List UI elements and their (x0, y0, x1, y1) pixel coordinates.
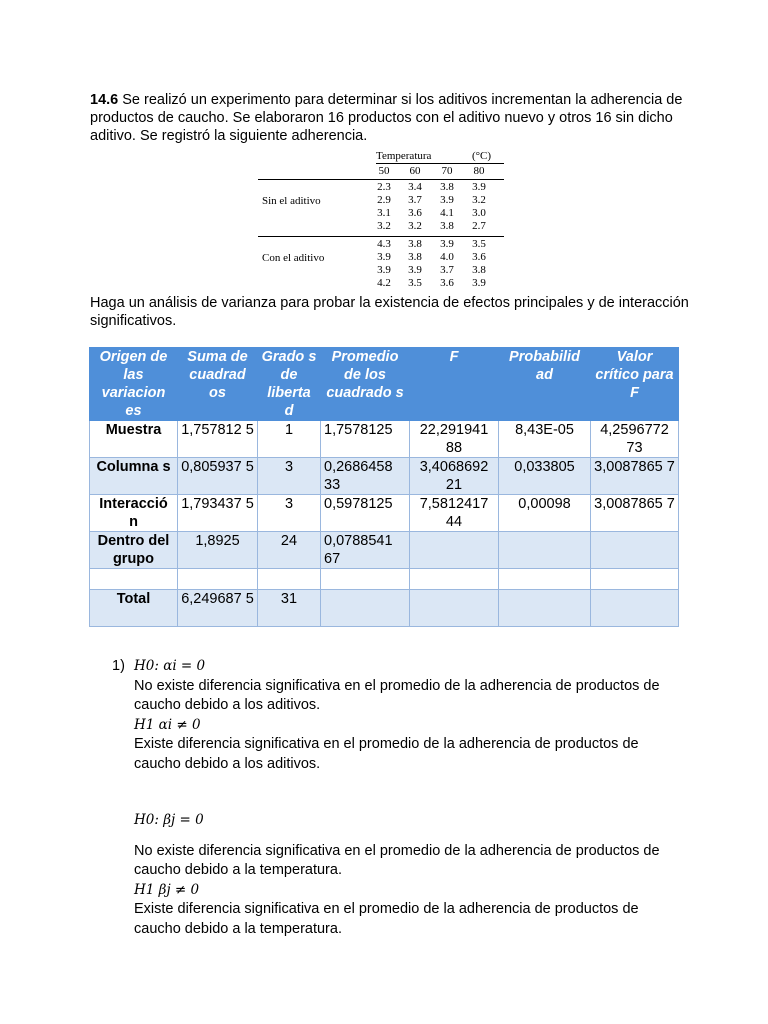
table-cell: 3,4068692 21 (410, 458, 499, 495)
hypothesis-number: 1) (112, 658, 125, 674)
data-cell: 3.8 (440, 220, 454, 232)
table-cell (591, 590, 679, 627)
problem-number: 14.6 (90, 92, 119, 108)
data-cell: 3.8 (440, 181, 454, 193)
h0-beta-text: No existe diferencia significativa en el promedio de la adherencia de productos de caucho debido a la temperatura. (134, 842, 660, 878)
data-cell: 3.9 (472, 277, 486, 289)
table-row (90, 590, 679, 627)
data-cell: 4.0 (440, 251, 454, 263)
row-label: Interacció n (90, 495, 178, 532)
table-cell (591, 569, 679, 590)
table-cell: 0,0788541 67 (321, 532, 410, 569)
data-cell: 3.7 (408, 194, 422, 206)
table-cell (499, 532, 591, 569)
table-cell (321, 590, 410, 627)
h1-alpha: H1 αi ≠ 0 (134, 716, 201, 733)
data-cell: 2.7 (472, 220, 486, 232)
problem-text: Se realizó un experimento para determinar si los aditivos incrementan la adherencia de productos de caucho. Se elaboraron 16 productos con el aditivo nuevo y otros 16 sin dicho aditivo. Se registró la siguiente adherencia. (90, 92, 683, 144)
row-label: Dentro del grupo (90, 532, 178, 569)
data-cell: 4.2 (377, 277, 391, 289)
anova-header-5: Probabilid ad (499, 348, 591, 421)
data-cell: 3.9 (377, 264, 391, 276)
data-cell: 3.5 (472, 238, 486, 250)
data-cell: 3.5 (408, 277, 422, 289)
data-cell: 2.3 (377, 181, 391, 193)
table-row (90, 458, 679, 495)
row-label (90, 569, 178, 590)
anova-header-3: Promedio de los cuadrado s (321, 348, 410, 421)
column-header: 60 (409, 165, 421, 177)
h1-beta-text: Existe diferencia significativa en el promedio de la adherencia de productos de caucho debido a la temperatura. (134, 901, 639, 937)
data-cell: 3.2 (472, 194, 486, 206)
table-cell: 0,033805 (499, 458, 591, 495)
data-cell: 3.8 (408, 251, 422, 263)
table-cell: 6,249687 5 (178, 590, 258, 627)
data-cell: 3.9 (408, 264, 422, 276)
table-cell: 3 (258, 458, 321, 495)
group-rule (258, 236, 504, 237)
group-label: Sin el aditivo (262, 195, 321, 207)
anova-header-4: F (410, 348, 499, 421)
anova-header-1: Suma de cuadrad os (178, 348, 258, 421)
data-cell: 3.6 (440, 277, 454, 289)
columns-rule (258, 179, 504, 180)
table-row (90, 532, 679, 569)
data-cell: 2.9 (377, 194, 391, 206)
table-cell (410, 569, 499, 590)
table-row (90, 421, 679, 458)
table-row (90, 569, 679, 590)
data-cell: 3.6 (472, 251, 486, 263)
table-cell: 1,7578125 (321, 421, 410, 458)
table-cell: 0,00098 (499, 495, 591, 532)
table-cell: 22,291941 88 (410, 421, 499, 458)
table-cell: 1,8925 (178, 532, 258, 569)
column-header: 80 (473, 165, 485, 177)
table-cell: 1,793437 5 (178, 495, 258, 532)
anova-header-2: Grado s de liberta d (258, 348, 321, 421)
h0-alpha-text: No existe diferencia significativa en el promedio de la adherencia de productos de caucho debido a los aditivos. (134, 677, 660, 713)
data-cell: 4.3 (377, 238, 391, 250)
table-cell (591, 532, 679, 569)
temperature-unit: (°C) (472, 150, 492, 162)
table-row (90, 495, 679, 532)
data-cell: 3.0 (472, 207, 486, 219)
data-cell: 3.2 (377, 220, 391, 232)
row-label: Muestra (90, 421, 178, 458)
table-cell: 3,0087865 7 (591, 495, 679, 532)
table-cell (410, 590, 499, 627)
column-header: 50 (378, 165, 390, 177)
data-cell: 3.9 (377, 251, 391, 263)
data-cell: 3.2 (408, 220, 422, 232)
table-cell: 24 (258, 532, 321, 569)
h1-beta: H1 βj ≠ 0 (134, 881, 200, 898)
column-header: 70 (441, 165, 453, 177)
data-cell: 3.6 (408, 207, 422, 219)
table-cell (499, 590, 591, 627)
data-cell: 3.1 (377, 207, 391, 219)
table-cell: 8,43E-05 (499, 421, 591, 458)
h0-beta: H0: βj = 0 (134, 812, 204, 828)
row-label: Columna s (90, 458, 178, 495)
hypotheses-section (112, 657, 672, 939)
anova-header-6: Valor crítico para F (591, 348, 679, 421)
group-label: Con el aditivo (262, 252, 325, 264)
table-cell: 4,2596772 73 (591, 421, 679, 458)
table-cell (258, 569, 321, 590)
h1-alpha-text: Existe diferencia significativa en el promedio de la adherencia de productos de caucho debido a los aditivos. (134, 736, 639, 772)
temperature-label: Temperatura (376, 150, 432, 162)
data-cell: 3.9 (472, 181, 486, 193)
data-cell: 3.9 (440, 194, 454, 206)
data-cell: 3.4 (408, 181, 422, 193)
data-cell: 4.1 (440, 207, 454, 219)
table-cell: 31 (258, 590, 321, 627)
anova-table (89, 347, 679, 627)
table-cell: 3 (258, 495, 321, 532)
row-label: Total (90, 590, 178, 627)
problem-statement (90, 91, 690, 145)
table-cell (410, 532, 499, 569)
data-cell: 3.9 (440, 238, 454, 250)
anova-header-0: Origen de las variacion es (90, 348, 178, 421)
table-cell: 0,2686458 33 (321, 458, 410, 495)
table-cell: 0,5978125 (321, 495, 410, 532)
table-cell: 7,5812417 44 (410, 495, 499, 532)
data-cell: 3.8 (472, 264, 486, 276)
table-cell (321, 569, 410, 590)
table-cell: 1,757812 5 (178, 421, 258, 458)
table-cell: 3,0087865 7 (591, 458, 679, 495)
h0-alpha: H0: αi = 0 (134, 658, 206, 674)
table-cell (178, 569, 258, 590)
table-cell: 1 (258, 421, 321, 458)
table-cell (499, 569, 591, 590)
header-rule (376, 163, 504, 164)
data-cell: 3.8 (408, 238, 422, 250)
table-cell: 0,805937 5 (178, 458, 258, 495)
data-cell: 3.7 (440, 264, 454, 276)
instruction-text: Haga un análisis de varianza para probar la existencia de efectos principales y de interacción significativos. (90, 295, 689, 329)
